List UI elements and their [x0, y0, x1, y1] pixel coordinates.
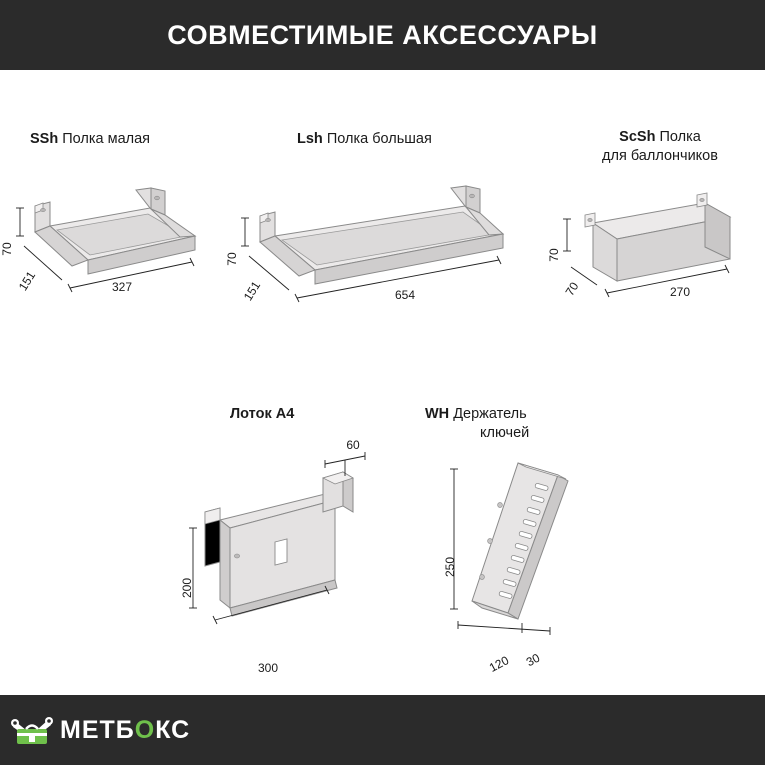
item-lsh-caption	[297, 130, 432, 149]
item-wh-drawing	[440, 453, 640, 653]
item-wh-code: WH	[425, 406, 450, 422]
toolbox-icon	[10, 710, 54, 750]
item-lsh-drawing	[235, 188, 545, 333]
item-scsh-name: Полка	[659, 129, 701, 145]
item-lsh	[225, 70, 545, 330]
item-lsh-dim-depth: 151	[240, 278, 264, 304]
brand-prefix: МЕТБ	[60, 715, 135, 744]
header-bar	[0, 0, 765, 70]
item-wh-caption-line2: ключей	[480, 425, 530, 441]
item-tray-drawing	[175, 450, 415, 650]
item-lsh-dim-width: 654	[394, 288, 416, 302]
item-tray-dim-height: 200	[180, 577, 194, 599]
item-wh-dim-thickness: 30	[523, 650, 543, 670]
footer-bar	[0, 695, 765, 765]
item-wh-name: Держатель	[453, 406, 527, 422]
brand-name	[60, 716, 190, 745]
item-ssh-dim-depth: 151	[15, 268, 39, 294]
item-scsh-caption-line2: для баллончиков	[602, 148, 718, 164]
item-ssh-name: Полка малая	[62, 131, 151, 147]
item-tray-a4	[170, 395, 420, 675]
item-tray-dim-width: 300	[257, 661, 279, 675]
item-scsh-drawing	[555, 195, 755, 335]
diagram-canvas	[0, 70, 765, 695]
item-wh-dim-height: 250	[443, 556, 457, 578]
page-title: СОВМЕСТИМЫЕ АКСЕССУАРЫ	[167, 19, 598, 50]
item-ssh-caption	[30, 130, 150, 149]
item-lsh-name: Полка большая	[326, 131, 432, 147]
item-ssh-dim-width: 327	[111, 280, 133, 294]
item-scsh-dim-height: 70	[547, 248, 561, 262]
item-ssh-code: SSh	[30, 131, 59, 147]
item-wh-caption-line1	[425, 405, 527, 424]
item-wh-dim-width: 120	[486, 653, 512, 675]
item-scsh	[545, 70, 765, 330]
item-scsh-code: ScSh	[619, 129, 656, 145]
item-tray-caption	[230, 405, 294, 424]
item-tray-dim-depth: 60	[346, 438, 360, 452]
item-tray-code: Лоток	[230, 406, 272, 422]
item-ssh-dim-height: 70	[0, 242, 14, 256]
item-ssh-drawing	[10, 188, 240, 328]
brand-accent: О	[134, 715, 156, 744]
item-ssh	[0, 70, 230, 330]
brand-logo[interactable]	[10, 710, 190, 750]
item-wh	[420, 395, 650, 675]
item-scsh-dim-width: 270	[669, 285, 691, 299]
item-tray-name: A4	[275, 406, 295, 422]
brand-suffix: КС	[155, 715, 191, 744]
item-lsh-dim-height: 70	[225, 252, 239, 266]
item-lsh-code: Lsh	[297, 131, 323, 147]
item-scsh-caption-line1	[565, 128, 755, 147]
item-scsh-dim-depth: 70	[562, 279, 582, 299]
